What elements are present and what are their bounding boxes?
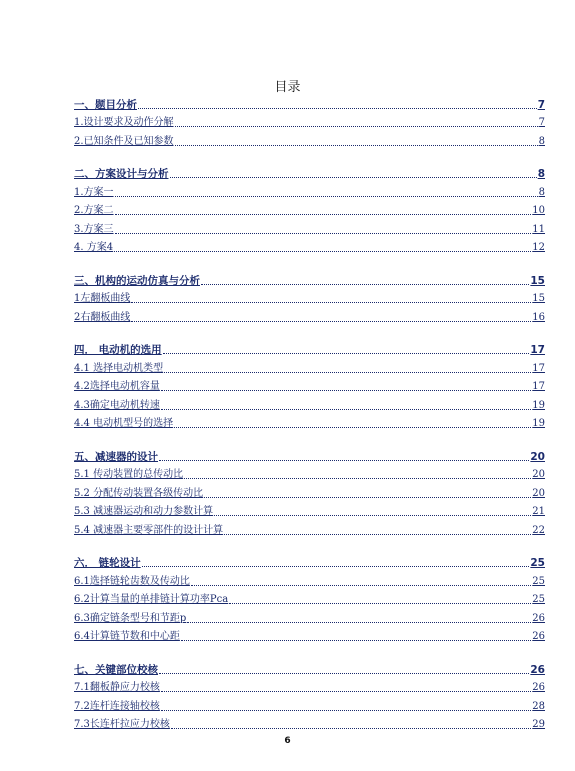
toc-entry-label: 4.2选择电动机容量 bbox=[74, 381, 160, 392]
toc-heading-entry[interactable] bbox=[74, 444, 545, 463]
dot-leader bbox=[214, 503, 531, 516]
dot-leader bbox=[161, 679, 531, 692]
toc-heading-entry[interactable] bbox=[74, 268, 545, 287]
toc-entry-label: 7.1翻板静应力校核 bbox=[74, 682, 160, 693]
toc-entry-page: 10 bbox=[532, 205, 545, 216]
dot-leader bbox=[159, 661, 529, 674]
dot-leader bbox=[201, 272, 529, 285]
toc-entry[interactable] bbox=[74, 588, 545, 607]
toc-entry[interactable] bbox=[74, 694, 545, 713]
toc-entry[interactable] bbox=[74, 180, 545, 199]
toc-entry-label: 1.设计要求及动作分解 bbox=[74, 117, 174, 128]
dot-leader bbox=[115, 202, 532, 215]
toc-entry-page: 25 bbox=[530, 557, 545, 569]
toc-entry-label: 六． 链轮设计 bbox=[74, 557, 141, 569]
toc-entry-label: 三、机构的运动仿真与分析 bbox=[74, 274, 200, 287]
toc-heading-entry[interactable] bbox=[74, 162, 545, 181]
toc-entry-page: 17 bbox=[532, 362, 545, 374]
dot-leader bbox=[187, 610, 531, 623]
toc-entry-page: 7 bbox=[538, 117, 545, 128]
toc-entry-page: 15 bbox=[530, 274, 545, 287]
toc-entry[interactable] bbox=[74, 500, 545, 519]
toc-entry-label: 6.1选择链轮齿数及传动比 bbox=[74, 575, 190, 587]
toc-entry-page: 11 bbox=[532, 223, 545, 235]
dot-leader bbox=[115, 221, 532, 234]
toc-entry[interactable] bbox=[74, 569, 545, 588]
toc-entry-label: 6.3确定链条型号和节距p bbox=[74, 612, 187, 624]
toc-entry-page: 8 bbox=[538, 186, 545, 198]
toc-entry[interactable] bbox=[74, 217, 545, 236]
toc-entry-label: 2.已知条件及已知参数 bbox=[74, 135, 174, 147]
toc-entry-page: 17 bbox=[532, 381, 545, 392]
toc-entry-page: 20 bbox=[532, 469, 545, 480]
toc-section bbox=[74, 162, 545, 255]
dot-leader bbox=[184, 466, 531, 479]
toc-entry-page: 26 bbox=[532, 612, 545, 624]
dot-leader bbox=[159, 448, 529, 461]
toc-entry-label: 1左翻板曲线 bbox=[74, 293, 131, 304]
toc-entry-label: 4.4 电动机型号的选择 bbox=[74, 418, 174, 429]
toc-section bbox=[74, 268, 545, 324]
toc-entry[interactable] bbox=[74, 676, 545, 695]
toc-entry-label: 7.3长连杆拉应力校核 bbox=[74, 719, 170, 730]
dot-leader bbox=[115, 184, 538, 197]
toc-entry-label: 5.4 减速器主要零部件的设计计算 bbox=[74, 524, 224, 536]
toc-heading-entry[interactable] bbox=[74, 657, 545, 676]
toc-title: 目录 bbox=[274, 80, 301, 95]
toc-entry-page: 8 bbox=[538, 135, 545, 147]
toc-entry-label: 五、减速器的设计 bbox=[74, 450, 158, 463]
dot-leader bbox=[142, 554, 530, 567]
toc-entry[interactable] bbox=[74, 129, 545, 148]
dot-leader bbox=[171, 716, 531, 729]
toc-entry-page: 26 bbox=[530, 663, 545, 676]
dot-leader bbox=[174, 415, 531, 428]
toc-entry-page: 16 bbox=[532, 311, 545, 323]
toc-entry-page: 25 bbox=[532, 594, 545, 605]
dot-leader bbox=[175, 114, 538, 127]
dot-leader bbox=[138, 96, 537, 109]
dot-leader bbox=[114, 239, 531, 252]
toc-entry[interactable] bbox=[74, 713, 545, 732]
toc-entry-page: 21 bbox=[532, 506, 545, 517]
dot-leader bbox=[163, 341, 530, 354]
toc-entry-label: 七、关键部位校核 bbox=[74, 663, 158, 676]
dot-leader bbox=[131, 290, 531, 303]
toc-entry-page: 26 bbox=[532, 631, 545, 642]
dot-leader bbox=[161, 397, 531, 410]
toc-heading-entry[interactable] bbox=[74, 551, 545, 570]
toc-entry-page: 8 bbox=[537, 168, 545, 180]
toc-section bbox=[74, 92, 545, 148]
toc-entry-page: 20 bbox=[532, 487, 545, 499]
toc-section bbox=[74, 551, 545, 644]
page-number: 6 bbox=[284, 736, 291, 746]
toc-entry-page: 28 bbox=[532, 700, 545, 712]
toc-entry-label: 1.方案一 bbox=[74, 186, 114, 198]
toc-entry-label: 6.2计算当量的单排链计算功率Pca bbox=[74, 594, 229, 605]
toc-entry-page: 17 bbox=[530, 344, 545, 356]
toc-entry[interactable] bbox=[74, 606, 545, 625]
toc-entry-label: 4. 方案4 bbox=[74, 242, 114, 253]
toc-entry-label: 6.4计算链节数和中心距 bbox=[74, 631, 180, 642]
dot-leader bbox=[164, 360, 531, 373]
toc-entry[interactable] bbox=[74, 305, 545, 324]
toc-entry-label: 一、题目分析 bbox=[74, 98, 137, 111]
toc-section bbox=[74, 444, 545, 537]
toc-entry-page: 25 bbox=[532, 575, 545, 587]
toc-entry-page: 26 bbox=[532, 682, 545, 693]
toc-section bbox=[74, 338, 545, 431]
toc-entry[interactable] bbox=[74, 236, 545, 255]
toc-entry[interactable] bbox=[74, 625, 545, 644]
table-of-contents bbox=[74, 92, 545, 745]
toc-heading-entry[interactable] bbox=[74, 92, 545, 111]
dot-leader bbox=[204, 485, 531, 498]
toc-entry[interactable] bbox=[74, 412, 545, 431]
dot-leader bbox=[224, 522, 531, 535]
dot-leader bbox=[170, 165, 537, 178]
toc-entry[interactable] bbox=[74, 287, 545, 306]
toc-entry-label: 2右翻板曲线 bbox=[74, 311, 131, 323]
toc-entry-label: 二、方案设计与分析 bbox=[74, 168, 169, 180]
toc-entry-page: 7 bbox=[537, 98, 545, 111]
toc-entry-page: 22 bbox=[532, 524, 545, 536]
toc-entry-label: 3.方案三 bbox=[74, 223, 114, 235]
toc-entry-label: 2.方案二 bbox=[74, 205, 114, 216]
dot-leader bbox=[131, 309, 531, 322]
toc-entry[interactable] bbox=[74, 356, 545, 375]
dot-leader bbox=[181, 628, 531, 641]
toc-entry-label: 5.3 减速器运动和动力参数计算 bbox=[74, 506, 214, 517]
toc-heading-entry[interactable] bbox=[74, 338, 545, 357]
toc-entry-label: 4.1 选择电动机类型 bbox=[74, 362, 164, 374]
toc-entry-label: 7.2连杆连接轴校核 bbox=[74, 700, 160, 712]
dot-leader bbox=[161, 378, 531, 391]
dot-leader bbox=[175, 133, 538, 146]
toc-entry-page: 12 bbox=[532, 242, 545, 253]
toc-entry-page: 20 bbox=[530, 450, 545, 463]
toc-entry-page: 19 bbox=[532, 418, 545, 429]
toc-entry[interactable] bbox=[74, 111, 545, 130]
dot-leader bbox=[229, 591, 531, 604]
toc-entry-label: 5.1 传动装置的总传动比 bbox=[74, 469, 184, 480]
toc-entry[interactable] bbox=[74, 393, 545, 412]
toc-entry-page: 19 bbox=[532, 399, 545, 411]
toc-entry[interactable] bbox=[74, 463, 545, 482]
toc-entry-page: 15 bbox=[532, 293, 545, 304]
toc-entry-label: 四． 电动机的选用 bbox=[74, 344, 162, 356]
toc-entry[interactable] bbox=[74, 518, 545, 537]
dot-leader bbox=[161, 698, 531, 711]
toc-entry-label: 4.3确定电动机转速 bbox=[74, 399, 160, 411]
toc-section bbox=[74, 657, 545, 731]
toc-entry[interactable] bbox=[74, 481, 545, 500]
toc-entry-label: 5.2 分配传动装置各级传动比 bbox=[74, 487, 204, 499]
toc-entry[interactable] bbox=[74, 199, 545, 218]
toc-entry[interactable] bbox=[74, 375, 545, 394]
dot-leader bbox=[191, 573, 531, 586]
toc-entry-page: 29 bbox=[532, 719, 545, 730]
